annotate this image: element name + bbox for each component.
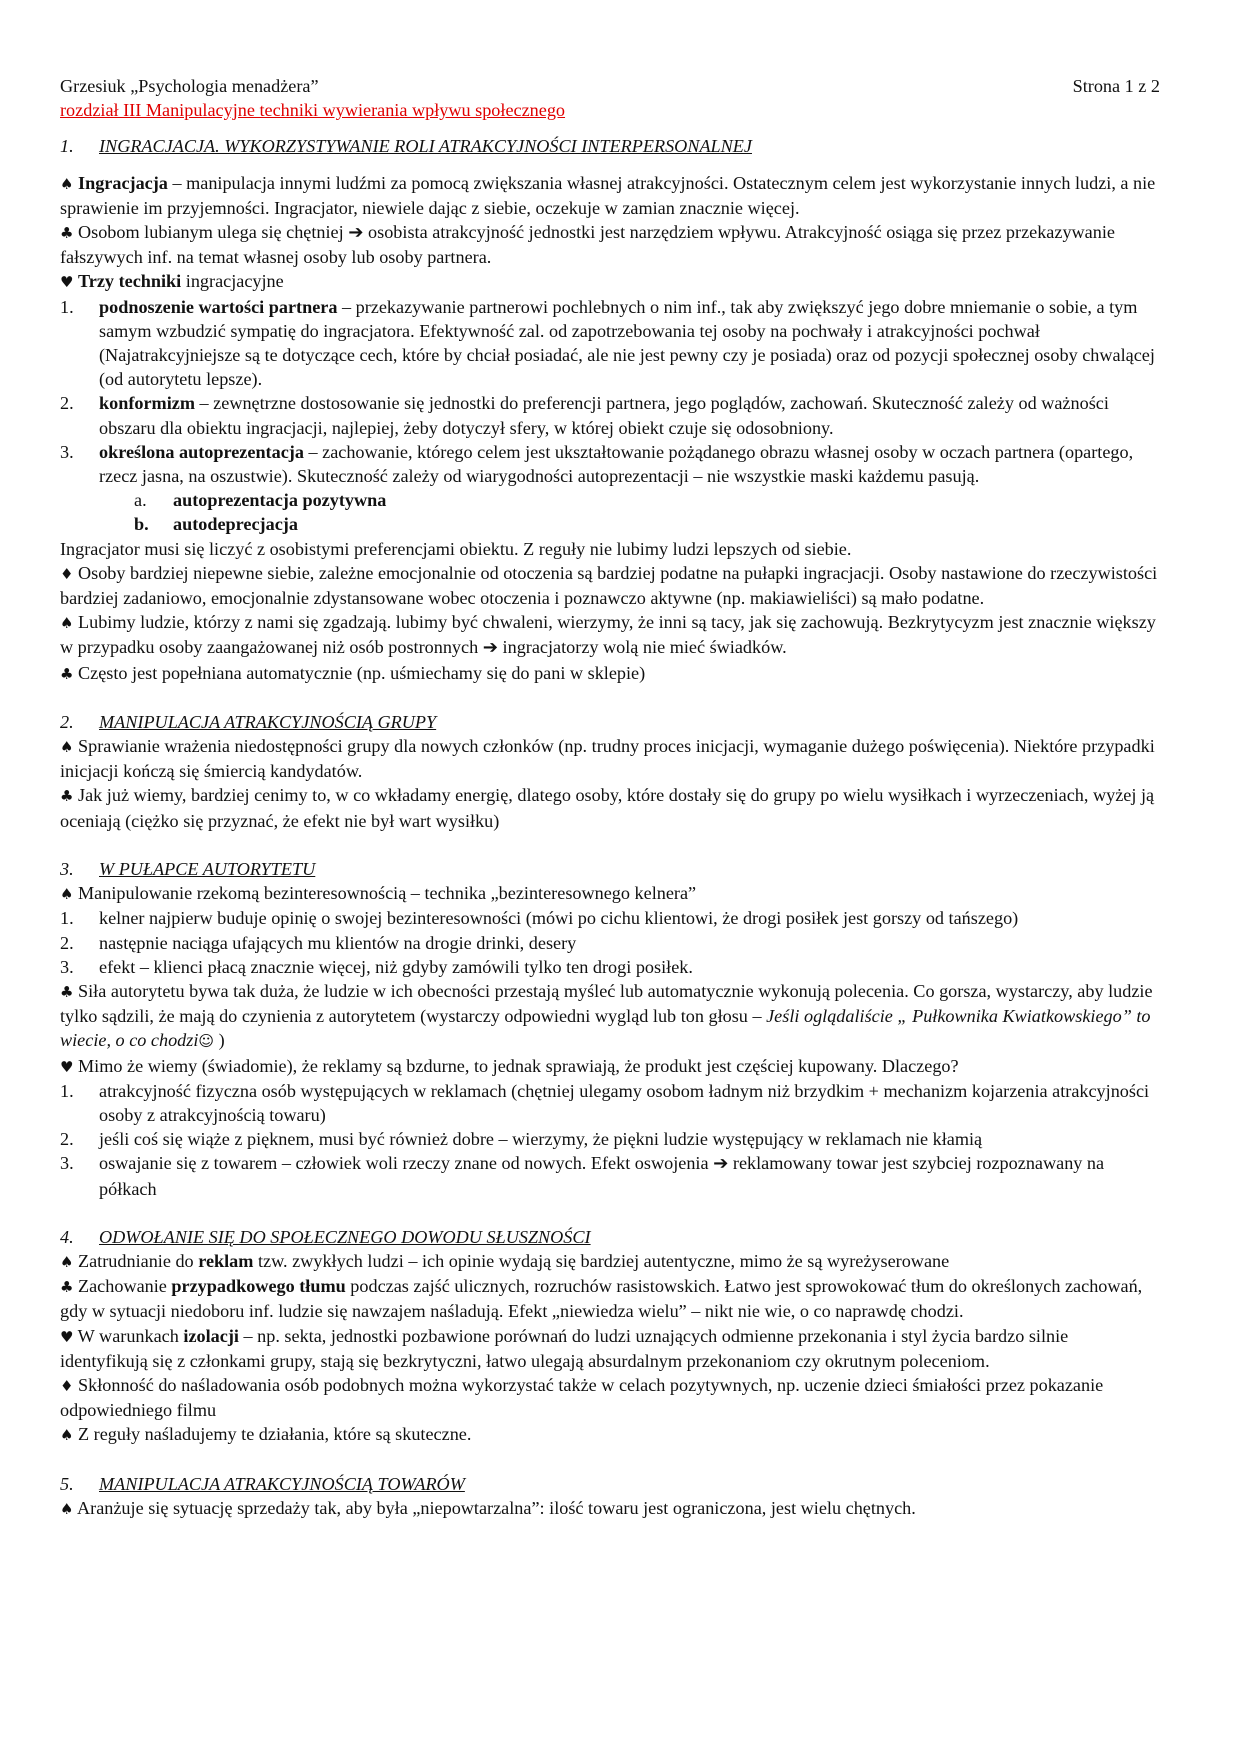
list-item: 3. efekt – klienci płacą znacznie więcej, niż gdyby zamówili tylko ten drogi posiłek.: [60, 956, 693, 977]
list-item: 3. oswajanie się z towarem – człowiek woli rzeczy znane od nowych. Efekt oswojenia ➔ reklamowany towar jest szybciej rozpoznawany na półkach: [60, 1153, 1105, 1199]
spade-icon: ♠: [60, 885, 74, 904]
page-number: Strona 1 z 2: [1072, 76, 1160, 96]
smiley-icon: ☺: [198, 1032, 215, 1051]
paragraph: ♣ Często jest popełniana automatycznie (np. uśmiechamy się do pani w sklepie): [60, 662, 646, 683]
arrow-icon: ➔: [482, 637, 498, 659]
paragraph: ♦ Osoby bardziej niepewne siebie, zależne emocjonalnie od otoczenia są bardziej podatne na pułapki ingracjacji. Osoby nastawione do rzeczywistości bardziej zadaniowo, emocjonalnie zdystansowane wobec otoczenia i poznawczo aktywne (np. makiawieliści) są mało podatne.: [60, 562, 1158, 609]
paragraph: ♠ Z reguły naśladujemy te działania, które są skuteczne.: [60, 1424, 472, 1445]
paragraph: ♥ Trzy techniki ingracjacyjne: [60, 271, 284, 292]
spade-icon: ♠: [60, 614, 74, 633]
section-3-heading: 3. W PUŁAPCE AUTORYTETU: [60, 858, 316, 879]
paragraph: ♣ Jak już wiemy, bardziej cenimy to, w co wkładamy energię, dlatego osoby, które dostały się do grupy po wielu wysiłkach i wyrzeczeniach, wyżej ją oceniają (ciężko się przyznać, że efekt nie był wart wysiłku): [60, 785, 1155, 831]
club-icon: ♣: [60, 224, 74, 243]
paragraph: ♣ Osobom lubianym ulega się chętniej ➔ osobista atrakcyjność jednostki jest narzędziem wpływu. Atrakcyjność osiąga się przez przekazywanie fałszywych inf. na temat własnej osoby lub osoby partnera.: [60, 222, 1115, 268]
document-page: [60, 74, 1160, 1521]
list-item: 2. następnie naciąga ufających mu klientów na drogie drinki, desery: [60, 932, 577, 953]
section-4-heading: 4. ODWOŁANIE SIĘ DO SPOŁECZNEGO DOWODU SŁUSZNOŚCI: [60, 1226, 591, 1247]
sub-list-item: a. autoprezentacja pozytywna: [134, 490, 387, 511]
paragraph: ♠ Ingracjacja – manipulacja innymi ludźmi za pomocą zwiększania własnej atrakcyjności. Ostatecznym celem jest wykorzystanie innych ludzi, a nie sprawienie im przyjemności. Ingracjator, niewiele dając z siebie, oczekuje w zamian znacznie więcej.: [60, 172, 1156, 218]
paragraph: ♦ Skłonność do naśladowania osób podobnych można wykorzystać także w celach pozytywnych, np. uczenie dzieci śmiałości przez pokazanie odpowiedniego filmu: [60, 1374, 1104, 1421]
section-1-heading: 1. INGRACJACJA. WYKORZYSTYWANIE ROLI ATRAKCYJNOŚCI INTERPERSONALNEJ: [60, 136, 752, 157]
paragraph: ♠ Zatrudnianie do reklam tzw. zwykłych ludzi – ich opinie wydają się bardziej autentyczne, mimo że są wyreżyserowane: [60, 1250, 950, 1271]
club-icon: ♣: [60, 1278, 74, 1297]
spade-icon: ♠: [60, 738, 74, 757]
spade-icon: ♠: [60, 1499, 74, 1518]
paragraph: ♥ Mimo że wiemy (świadomie), że reklamy są bzdurne, to jednak sprawiają, że produkt jest częściej kupowany. Dlaczego?: [60, 1055, 959, 1076]
paragraph: ♠ Sprawianie wrażenia niedostępności grupy dla nowych członków (np. trudny proces inicjacji, wymaganie dużego poświęcenia). Niektóre przypadki inicjacji kończą się śmiercią kandydatów.: [60, 736, 1155, 782]
diamond-icon: ♦: [60, 1376, 74, 1395]
arrow-icon: ➔: [713, 1153, 729, 1175]
spade-icon: ♠: [60, 1252, 74, 1271]
paragraph: ♣ Zachowanie przypadkowego tłumu podczas zajść ulicznych, rozruchów rasistowskich. Łatwo jest sprowokować tłum do określonych zachowań, gdy w sytuacji niedoboru inf. ludzie się nawzajem naśladują. Efekt „niewiedza wielu” – nikt nie wie, o co naprawdę chodzi.: [60, 1276, 1143, 1322]
list-item: 1. atrakcyjność fizyczna osób występujących w reklamach (chętniej ulegamy osobom ładnym niż brzydkim + mechanizm kojarzenia atrakcyjności osoby z atrakcyjnością towaru): [60, 1080, 1150, 1125]
heart-icon: ♥: [60, 1327, 74, 1346]
spade-icon: ♠: [60, 1426, 74, 1445]
heart-icon: ♥: [60, 273, 74, 292]
club-icon: ♣: [60, 664, 74, 683]
diamond-icon: ♦: [60, 564, 74, 583]
paragraph: ♠ Aranżuje się sytuację sprzedaży tak, aby była „niepowtarzalna”: ilość towaru jest ograniczona, jest wielu chętnych.: [60, 1497, 916, 1518]
list-item: 2. konformizm – zewnętrzne dostosowanie się jednostki do preferencji partnera, jego poglądów, zachowań. Skuteczność zależy od ważności obszaru dla obiektu ingracjacji, najlepiej, żeby dotyczył sfery, w której obiekt czuje się odosobniony.: [60, 393, 1109, 438]
heart-icon: ♥: [60, 1057, 74, 1076]
club-icon: ♣: [60, 787, 74, 806]
section-5-heading: 5. MANIPULACJA ATRAKCYJNOŚCIĄ TOWARÓW: [60, 1473, 465, 1494]
page-header: [60, 74, 1160, 98]
spade-icon: ♠: [60, 174, 74, 193]
list-item: 2. jeśli coś się wiąże z pięknem, musi być również dobre – wierzymy, że piękni ludzie występujący w reklamach nie kłamią: [60, 1129, 983, 1150]
club-icon: ♣: [60, 982, 74, 1001]
list-item: 1. podnoszenie wartości partnera – przekazywanie partnerowi pochlebnych o nim inf., tak aby zwiększyć jego dobre mniemanie o sobie, a tym samym wzbudzić sympatię do ingracjatora. Efektywność zal. od zapotrzebowania tej osoby na pochwały i atrakcyjności pochwał (Najatrakcyjniejsze są te dotyczące cech, które by chciał posiadać, ale nie jest pewny czy je posiada) oraz od pozycji społecznej osoby chwalącej (od autorytetu lepsze).: [60, 296, 1155, 390]
list-item: 1. kelner najpierw buduje opinię o swojej bezinteresowności (mówi po cichu klientowi, że drogi posiłek jest gorszy od tańszego): [60, 908, 1019, 929]
paragraph: ♥ W warunkach izolacji – np. sekta, jednostki pozbawione porównań do ludzi uznających odmienne przekonania i styl życia bardzo silnie identyfikują się z członkami grupy, stają się bezkrytyczni, łatwo ulegają absurdalnym przekonaniom czy okrutnym poleceniom.: [60, 1325, 1069, 1371]
paragraph: ♠ Lubimy ludzie, którzy z nami się zgadzają. lubimy być chwaleni, wierzymy, że inni są tacy, jak się zachowują. Bezkrytycyzm jest znacznie większy w przypadku osoby zaangażowanej niż osób postronnych ➔ ingracjatorzy wolą nie mieć świadków.: [60, 612, 1156, 659]
document-title: Grzesiuk „Psychologia menadżera”: [60, 76, 319, 96]
arrow-icon: ➔: [348, 222, 364, 244]
section-2-heading: 2. MANIPULACJA ATRAKCYJNOŚCIĄ GRUPY: [60, 711, 437, 732]
chapter-title: rozdział III Manipulacyjne techniki wywierania wpływu społecznego: [60, 100, 566, 121]
paragraph: ♠ Manipulowanie rzekomą bezinteresownością – technika „bezinteresownego kelnera”: [60, 883, 697, 904]
paragraph: Ingracjator musi się liczyć z osobistymi preferencjami obiektu. Z reguły nie lubimy ludzi lepszych od siebie.: [60, 538, 852, 559]
list-item: 3. określona autoprezentacja – zachowanie, którego celem jest ukształtowanie pożądanego obrazu własnej osoby w oczach partnera (opartego, rzecz jasna, na oszustwie). Skuteczność zależy od wiarygodności autoprezentacji – nie wszystkie maski każdemu pasują.: [60, 441, 1134, 487]
paragraph: ♣ Siła autorytetu bywa tak duża, że ludzie w ich obecności przestają myśleć lub automatycznie wykonują polecenia. Co gorsza, wystarczy, aby ludzie tylko sądzili, że mają do czynienia z autorytetem (wystarczy odpowiedni wygląd lub ton głosu – Jeśli oglądaliście „ Pułkownika Kwiatkowskiego” to wiecie, o co chodzi☺ ): [60, 980, 1153, 1051]
sub-list-item: b. autodeprecjacja: [134, 514, 298, 535]
